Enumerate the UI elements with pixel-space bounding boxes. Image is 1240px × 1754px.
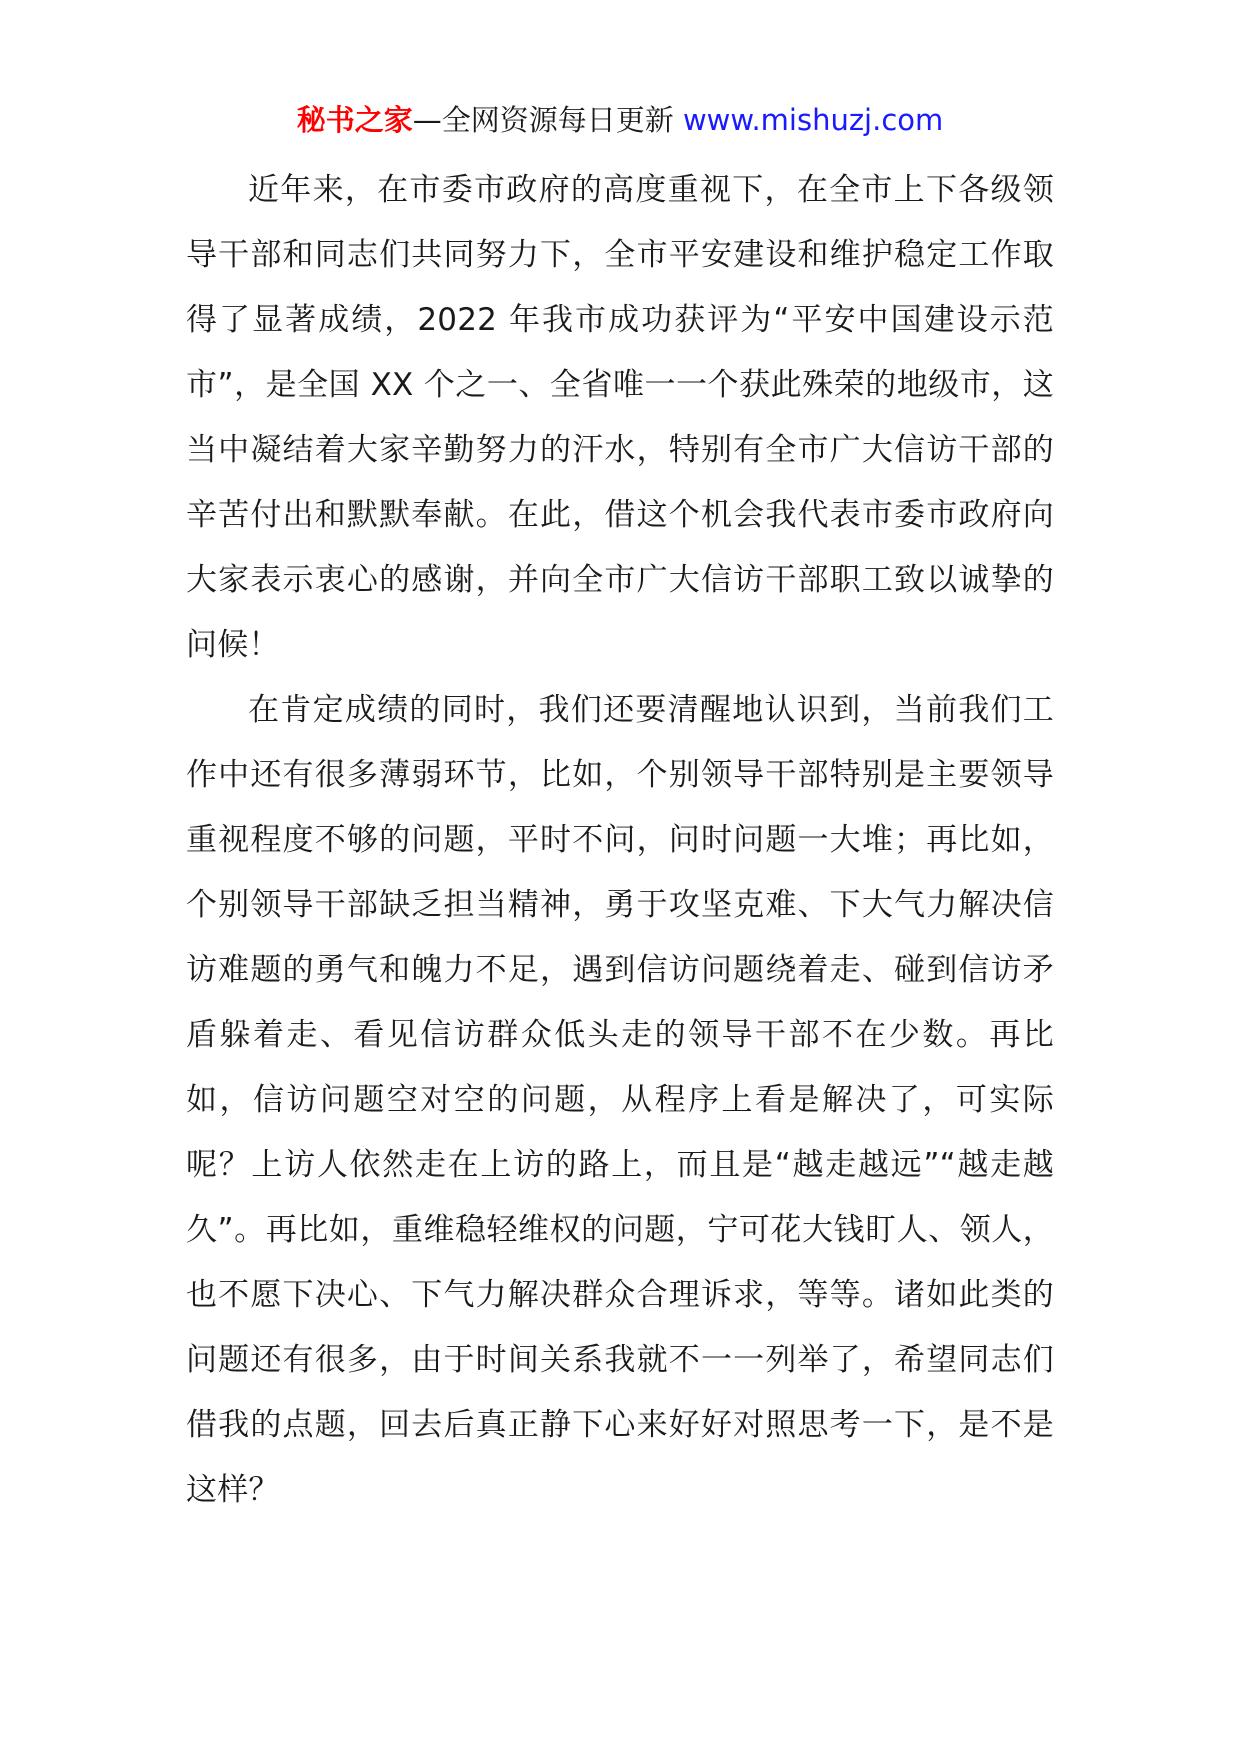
document-body — [186, 158, 1054, 1523]
header-tagline: —全网资源每日更新 — [412, 103, 683, 137]
paragraph-1: 近年来，在市委市政府的高度重视下，在全市上下各级领导干部和同志们共同努力下，全市平安建设和维护稳定工作取得了显著成绩，2022 年我市成功获评为“平安中国建设示范市”，是全国 XX 个之一、全省唯一一个获此殊荣的地级市，这当中凝结着大家辛勤努力的汗水，特别有全市广大信访干部的辛苦付出和默默奉献。在此，借这个机会我代表市委市政府向大家表示衷心的感谢，并向全市广大信访干部职工致以诚挚的问候！ — [186, 172, 1054, 663]
site-url-link[interactable]: www.mishuzj.com — [682, 103, 944, 137]
paragraph-2: 在肯定成绩的同时，我们还要清醒地认识到，当前我们工作中还有很多薄弱环节，比如，个别领导干部特别是主要领导重视程度不够的问题，平时不问，问时问题一大堆；再比如，个别领导干部缺乏担当精神，勇于攻坚克难、下大气力解决信访难题的勇气和魄力不足，遇到信访问题绕着走、碰到信访矛盾躲着走、看见信访群众低头走的领导干部不在少数。再比如，信访问题空对空的问题，从程序上看是解决了，可实际呢？上访人依然走在上访的路上，而且是“越走越远”“越走越久”。再比如，重维稳轻维权的问题，宁可花大钱盯人、领人，也不愿下决心、下气力解决群众合理诉求，等等。诸如此类的问题还有很多，由于时间关系我就不一一列举了，希望同志们借我的点题，回去后真正静下心来好好对照思考一下，是不是这样？ — [186, 692, 1054, 1508]
brand-name: 秘书之家 — [296, 103, 413, 137]
site-header — [0, 100, 1240, 140]
